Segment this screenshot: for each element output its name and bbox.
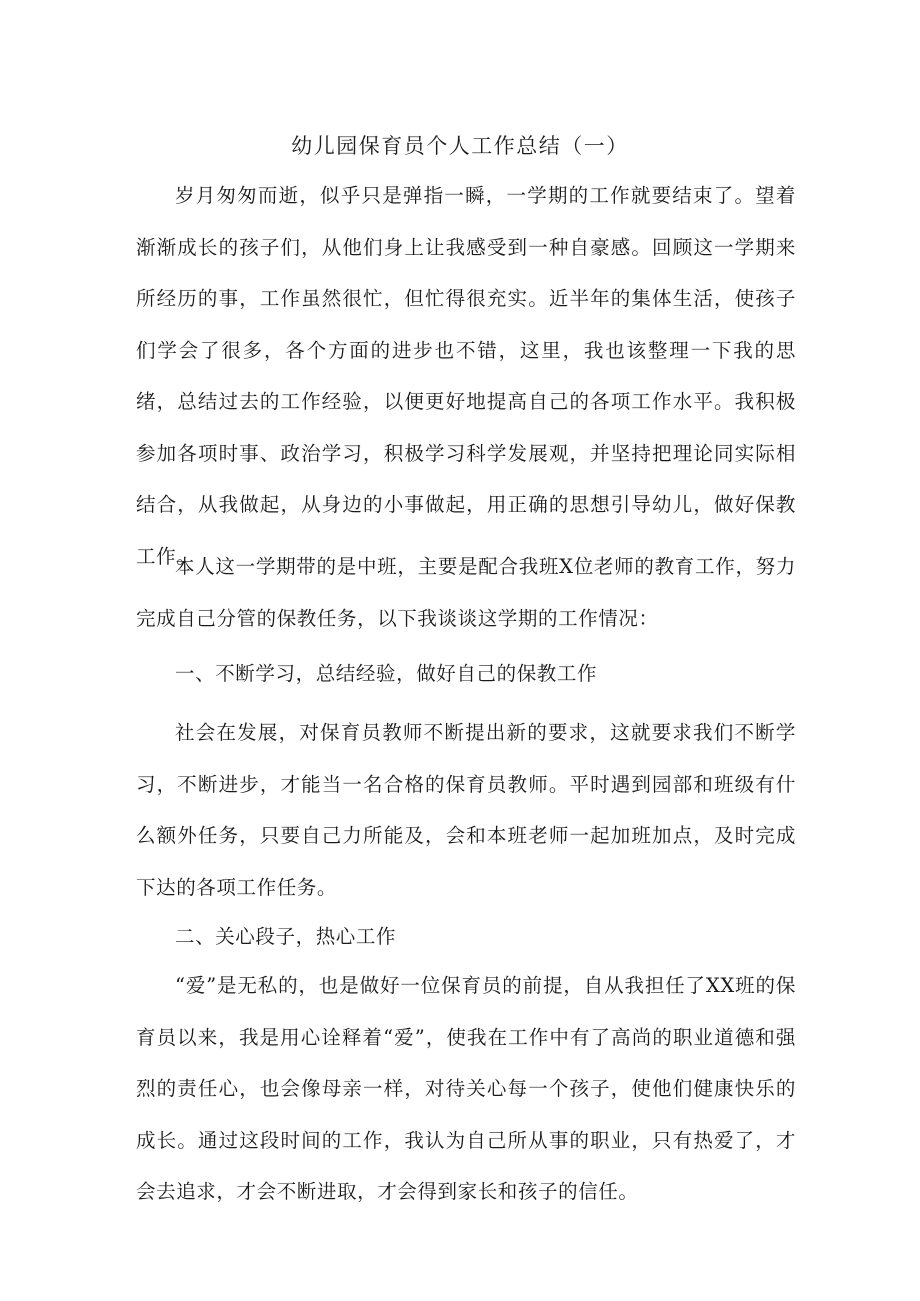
paragraph-intro: 岁月匆匆而逝，似乎只是弹指一瞬，一学期的工作就要结束了。望着渐渐成长的孩子们，从他们身上让我感受到一种自豪感。回顾这一学期来所经历的事，工作虽然很忙，但忙得很充实。近半年的集体生活，使孩子们学会了很多，各个方面的进步也不错，这里，我也该整理一下我的思绪，总结过去的工作经验，以便更好地提高自己的各项工作水平。我积极参加各项时事、政治学习，积极学习科学发展观，并坚持把理论同实际相结合，从我做起，从身边的小事做起，用正确的思想引导幼儿，做好保教工作。 [136, 184, 796, 568]
document-title: 幼儿园保育员个人工作总结（一） [291, 134, 629, 158]
paragraph-section-2: “爱”是无私的，也是做好一位保育员的前提，自从我担任了XX班的保育员以来，我是用心诠释着“爱”，使我在工作中有了高尚的职业道德和强烈的责任心，也会像母亲一样，对待关心每一个孩子，使他们健康快乐的成长。通过这段时间的工作，我认为自己所从事的职业，只有热爱了，才会去追求，才会不断进取，才会得到家长和孩子的信任。 [136, 974, 796, 1203]
section-heading-1: 一、不断学习，总结经验，做好自己的保教工作 [175, 662, 598, 685]
paragraph-section-1: 社会在发展，对保育员教师不断提出新的要求，这就要求我们不断学习，不断进步，才能当一名合格的保育员教师。平时遇到园部和班级有什么额外任务，只要自己力所能及，会和本班老师一起加班加点，及时完成下达的各项工作任务。 [136, 721, 796, 899]
section-heading-2: 二、关心段子，热心工作 [175, 925, 397, 948]
paragraph-overview: 本人这一学期带的是中班，主要是配合我班X位老师的教育工作，努力完成自己分管的保教任务，以下我谈谈这学期的工作情况： [136, 555, 796, 630]
